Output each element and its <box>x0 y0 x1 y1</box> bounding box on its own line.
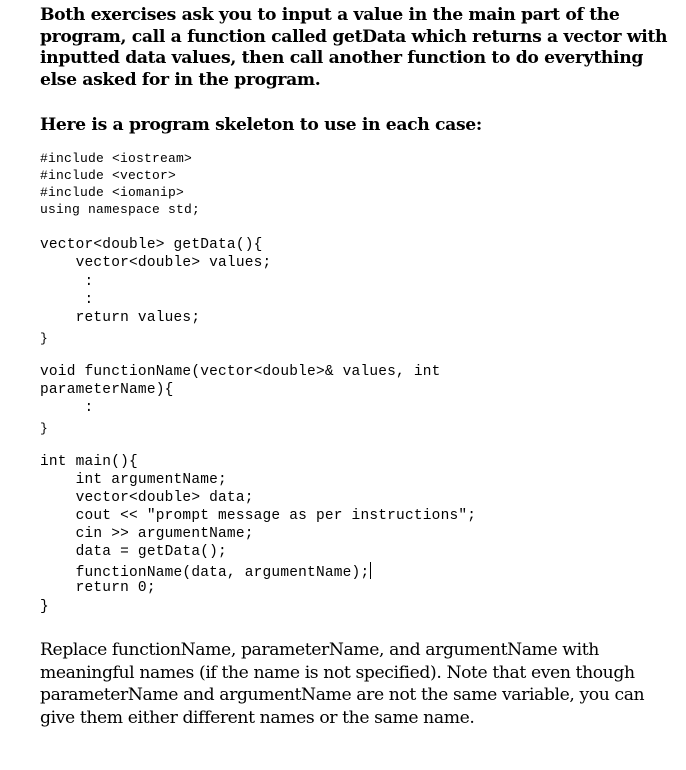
namespace-line: using namespace std; <box>40 202 201 217</box>
getdata-return: return values; <box>40 310 201 326</box>
main-body-line: data = getData(); <box>40 544 227 560</box>
function-ellipsis: : <box>40 400 94 416</box>
getdata-ellipsis: : <box>40 274 94 290</box>
main-close-brace: } <box>40 599 49 615</box>
function-close-brace: } <box>40 421 49 436</box>
getdata-declaration: vector<double> values; <box>40 255 272 271</box>
include-line: #include <iomanip> <box>40 185 185 200</box>
outro-line: Replace functionName, parameterName, and argumentName with <box>40 640 599 660</box>
main-body-line-with-cursor[interactable] <box>40 562 371 579</box>
include-line: #include <vector> <box>40 168 177 183</box>
main-body-line: int argumentName; <box>40 472 227 488</box>
intro-line: program, call a function called getData which returns a vector with <box>40 26 668 47</box>
intro-line: Both exercises ask you to input a value in the main part of the <box>40 5 620 25</box>
main-body-line: vector<double> data; <box>40 490 254 506</box>
intro-paragraph <box>40 5 668 91</box>
main-signature: int main(){ <box>40 454 138 470</box>
outro-paragraph <box>40 639 645 729</box>
skeleton-heading: Here is a program skeleton to use in each case: <box>40 115 482 135</box>
getdata-ellipsis: : <box>40 292 94 308</box>
outro-line: parameterName and argumentName are not the same variable, you can <box>40 685 645 705</box>
main-body-line: functionName(data, argumentName); <box>40 565 370 581</box>
main-body-line: cin >> argumentName; <box>40 526 254 542</box>
text-cursor <box>370 562 371 579</box>
main-body-line: cout << "prompt message as per instructions"; <box>40 508 477 524</box>
intro-line: inputted data values, then call another function to do everything <box>40 48 644 68</box>
function-signature-line-2: parameterName){ <box>40 382 174 398</box>
main-body-line: return 0; <box>40 580 156 596</box>
function-signature-line-1: void functionName(vector<double>& values, int <box>40 364 441 380</box>
intro-line: else asked for in the program. <box>40 69 321 90</box>
outro-line: meaningful names (if the name is not specified). Note that even though <box>40 662 635 683</box>
getdata-close-brace: } <box>40 331 49 346</box>
getdata-signature: vector<double> getData(){ <box>40 237 263 253</box>
outro-line: give them either different names or the same name. <box>40 707 475 728</box>
include-line: #include <iostream> <box>40 151 193 166</box>
